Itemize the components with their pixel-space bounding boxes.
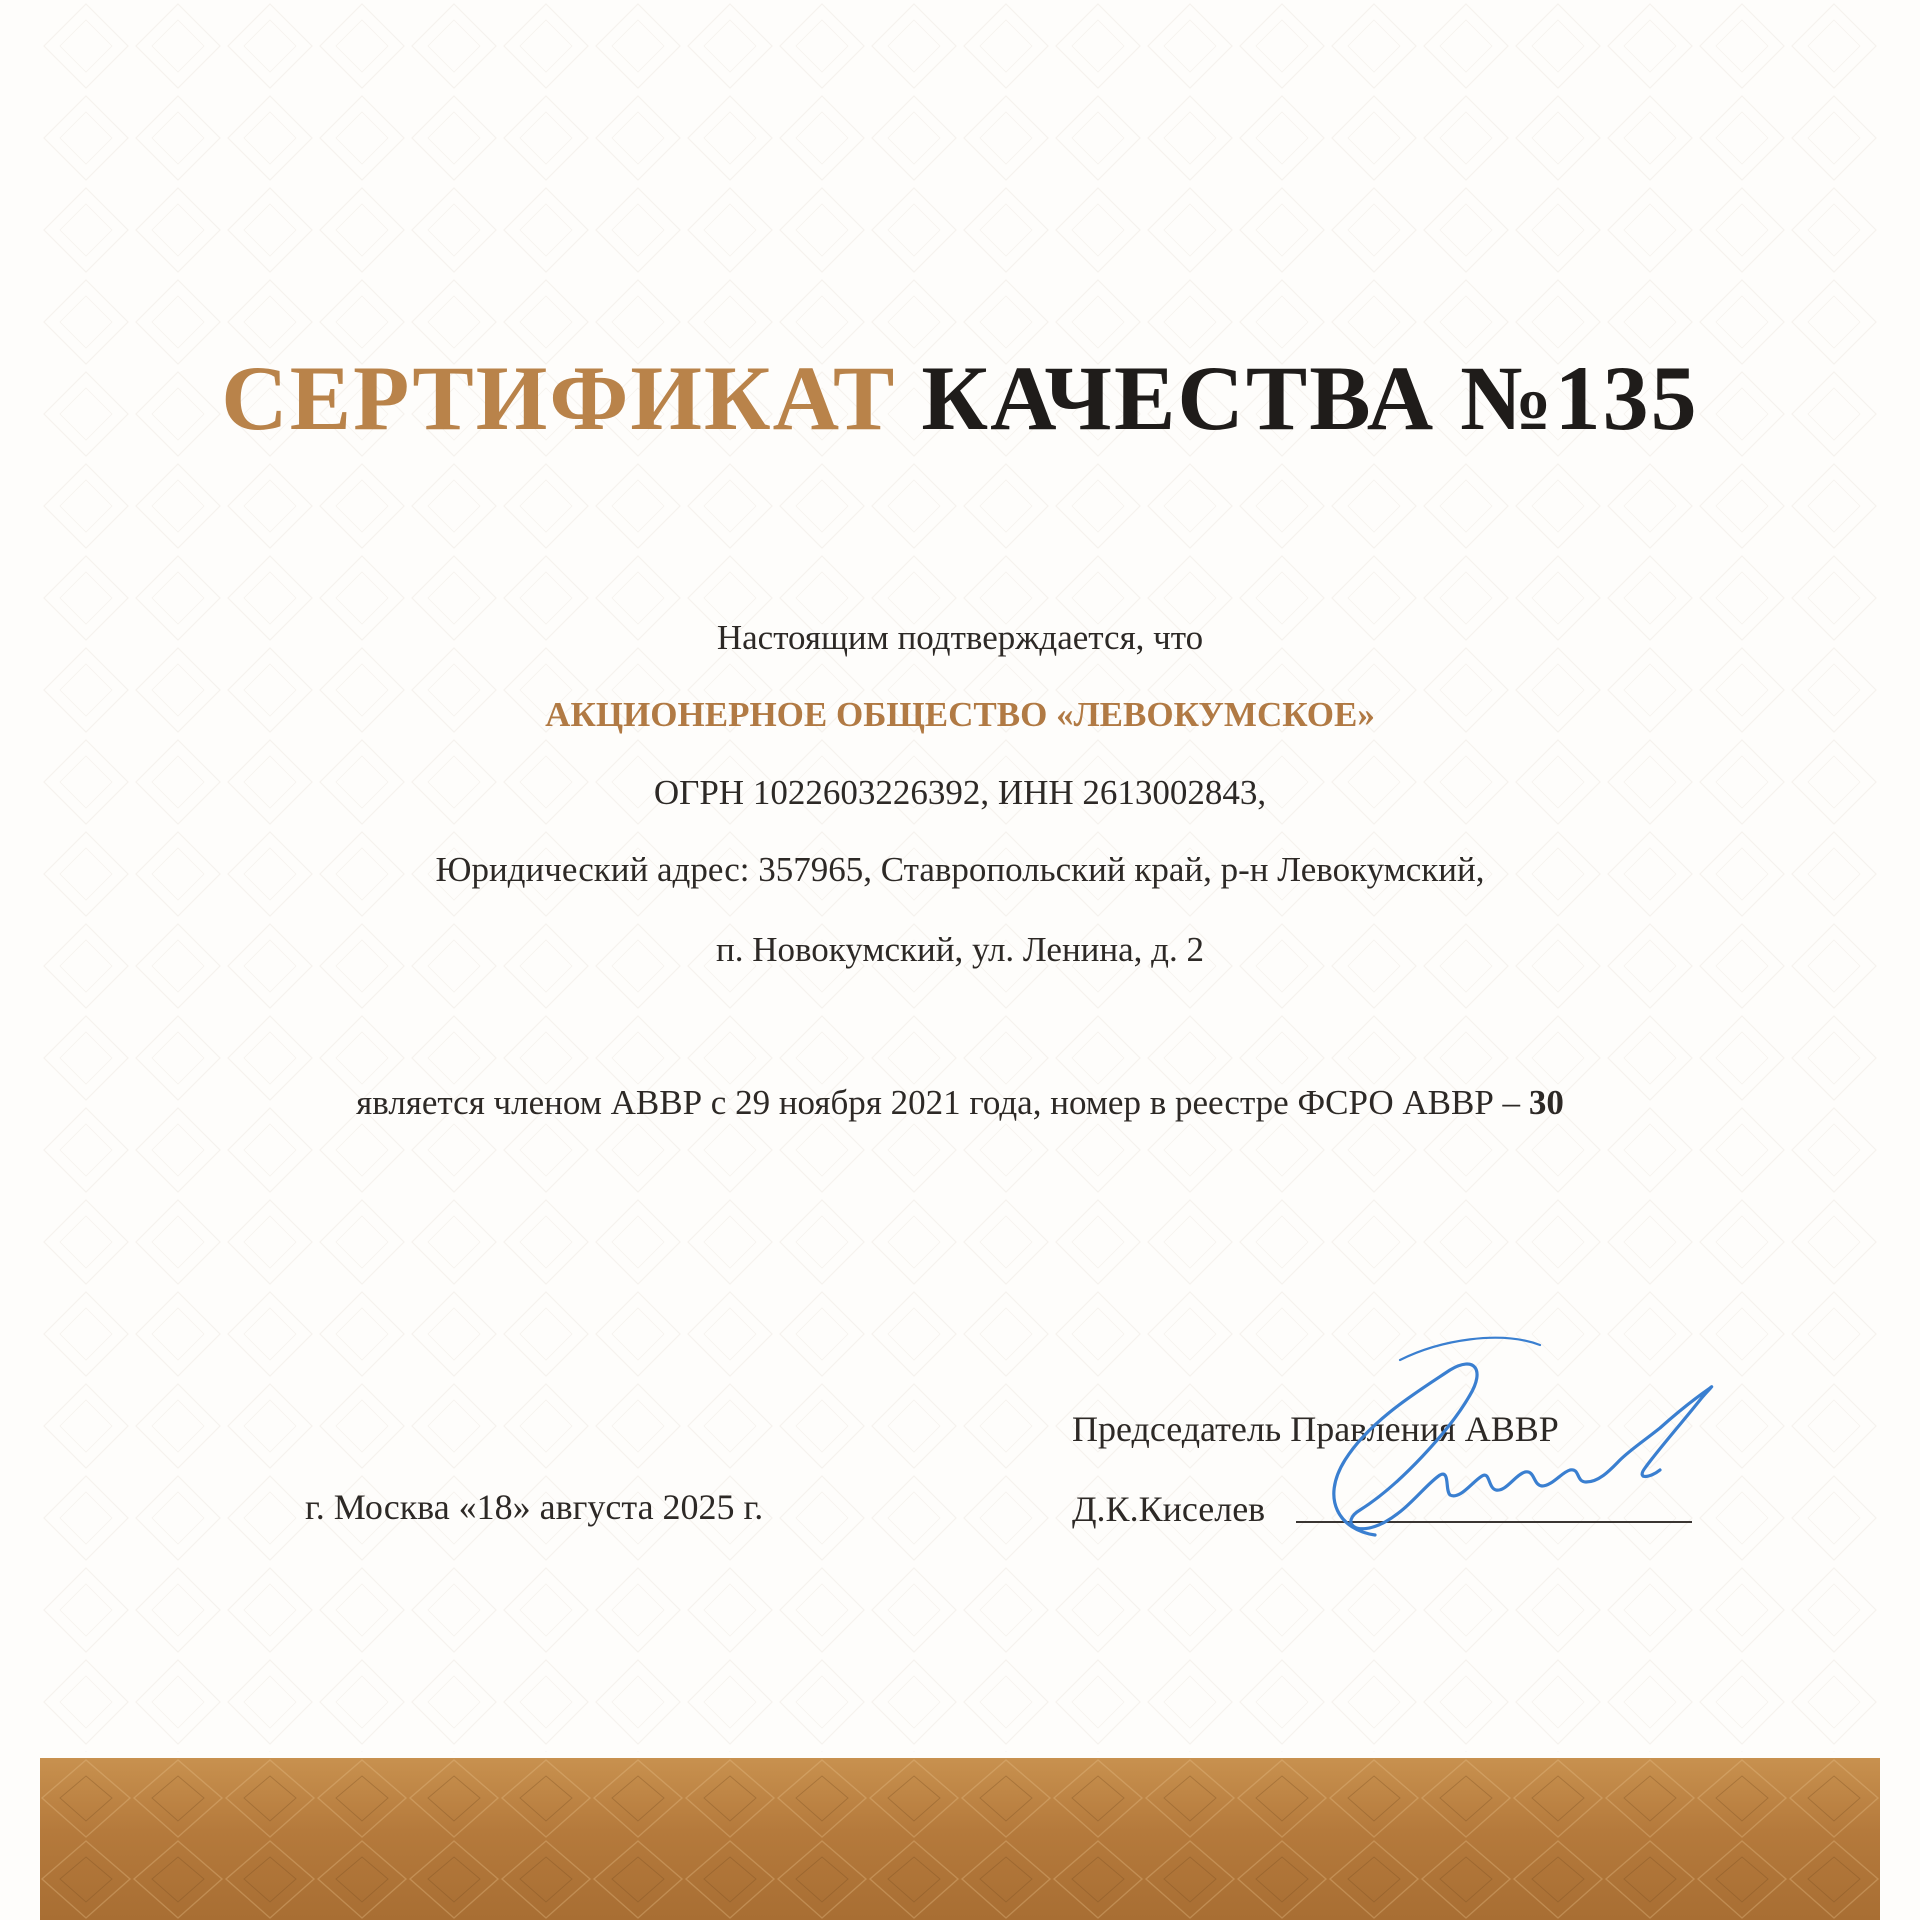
certificate-title [0,347,1920,449]
signer-name: Д.К.Киселев [1072,1489,1266,1529]
registry-number: 30 [1528,1083,1564,1122]
footer-ornament [40,1758,1880,1920]
intro-text: Настоящим подтверждается, что [716,618,1204,657]
membership-text: является членом АВВР с 29 ноября 2021 года, номер в реестре ФСРО АВВР – [356,1083,1529,1122]
decorative-footer-band [40,1758,1880,1920]
title-word: СЕРТИФИКАТ [221,347,897,449]
signer-title: Председатель Правления АВВР [1072,1409,1559,1449]
address-line-1: Юридический адрес: 357965, Ставропольский край, р-н Левокумский, [435,850,1485,889]
city-date: г. Москва «18» августа 2025 г. [305,1487,764,1527]
address-line-2: п. Новокумский, ул. Ленина, д. 2 [716,930,1204,969]
title-number: КАЧЕСТВА №135 [921,347,1699,449]
handwritten-signature [1300,1300,1740,1550]
company-name: АКЦИОНЕРНОЕ ОБЩЕСТВО «ЛЕВОКУМСКОЕ» [545,695,1375,734]
membership-statement [0,1085,1920,1120]
registration-numbers: ОГРН 1022603226392, ИНН 2613002843, [653,773,1267,812]
